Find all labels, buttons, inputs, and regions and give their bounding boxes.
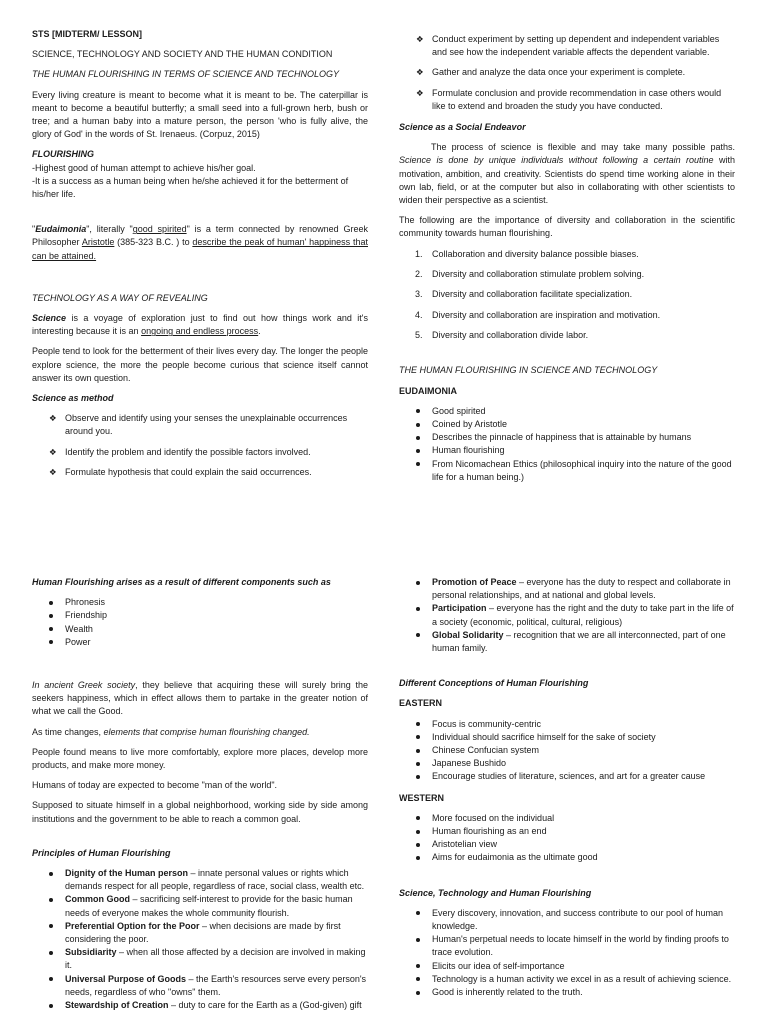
science-paragraph	[32, 312, 368, 338]
list-item: Phronesis	[32, 596, 368, 609]
social-endeavor-heading: Science as a Social Endeavor	[399, 122, 526, 133]
greek-text: , they believe that acquiring these will surely bring the seekers happiness, which in effect allows them to partake in the greater notion of what we call the Good.	[32, 680, 368, 717]
science-method-heading: Science as method	[32, 393, 114, 404]
principles-list	[32, 867, 368, 1012]
list-item: Chinese Confucian system	[399, 744, 735, 757]
people-paragraph: People tend to look for the betterment of their lives every day. The longer the people explore science, the more the people become curious that science itself cannot answer its own question.	[32, 346, 368, 383]
list-item: Human flourishing as an end	[399, 825, 735, 838]
page1-right-column	[399, 33, 735, 492]
peak-happiness-phrase: describe the peak of human' happiness that can be attained.	[32, 237, 368, 261]
importance-list	[399, 248, 735, 343]
list-item: ❖ Observe and identify using your senses the unexplainable occurrences around you.	[32, 412, 368, 438]
list-item: Japanese Bushido	[399, 757, 735, 770]
list-item: Wealth	[32, 623, 368, 636]
list-item: Preferential Option for the Poor – when decisions are made by first considering the poor.	[32, 920, 368, 946]
list-item: Common Good – sacrificing self-interest to provide for the basic human needs of everyone makes the whole community flourish.	[32, 893, 368, 919]
components-heading: Human Flourishing arises as a result of different components such as	[32, 577, 331, 587]
time-italic-text: elements that comprise human flourishing changed.	[103, 726, 310, 737]
technology-heading: TECHNOLOGY AS A WAY OF REVEALING	[32, 292, 208, 303]
list-item: 1. Collaboration and diversity balance possible biases.	[415, 248, 639, 259]
list-item: Global Solidarity – recognition that we are all interconnected, part of one human family.	[399, 629, 735, 655]
list-item: Participation – everyone has the right and the duty to take part in the life of a society (economic, political, cultural, religious)	[399, 602, 735, 628]
social-text: The process of science is flexible and may take many possible paths.	[431, 142, 735, 153]
eudaimonia-paragraph	[32, 223, 368, 263]
principles-heading: Principles of Human Flourishing	[32, 847, 171, 858]
list-item: Universal Purpose of Goods – the Earth's resources serve every person's needs, regardless of who "owns" them.	[32, 973, 368, 999]
list-item: Good is inherently related to the truth.	[399, 986, 735, 999]
humans-today-paragraph: Humans of today are expected to become "man of the world".	[32, 780, 278, 791]
eudaimonia-term: Eudaimonia	[35, 224, 87, 235]
list-item: Stewardship of Creation – duty to care for the Earth as a (God-given) gift	[32, 999, 368, 1012]
science-text: .	[258, 326, 261, 337]
list-item: 3. Diversity and collaboration facilitate specialization.	[415, 289, 633, 300]
eudaimonia-text: " is a term connected by renowned Greek Philosopher	[32, 224, 368, 248]
list-item: From Nicomachean Ethics (philosophical inquiry into the nature of the good life for a human being.)	[399, 458, 735, 484]
list-item: Aims for eudaimonia as the ultimate good	[399, 851, 735, 864]
conceptions-heading: Different Conceptions of Human Flourishing	[399, 678, 589, 689]
list-item: Every discovery, innovation, and success contribute to our pool of human knowledge.	[399, 907, 735, 933]
ongoing-process-phrase: ongoing and endless process	[141, 326, 259, 337]
list-item: Technology is a human activity we excel in as a result of achieving science.	[399, 973, 735, 986]
intro-paragraph: Every living creature is meant to become what it is meant to be. The caterpillar is meant to become a beautiful butterfly; a small seed into a full-grown herb, bush or tree; and a human baby into a mature person, the person 'who is fully alive, the glory of God' in the words of St. Irenaeus. (Corpuz, 2015)	[32, 89, 368, 140]
list-item: Human's perpetual needs to locate himself in the world by finding proofs to trace evolution.	[399, 933, 735, 959]
page2-right-column	[399, 576, 735, 1007]
time-changes-paragraph	[32, 726, 368, 739]
document-header: STS [MIDTERM/ LESSON]	[32, 29, 142, 39]
list-item: ❖ Formulate conclusion and provide recommendation in case others would like to extend and broaden the study you have conducted.	[399, 87, 735, 113]
science-term: Science	[32, 313, 67, 324]
list-item: Individual should sacrifice himself for the sake of society	[399, 731, 735, 744]
list-item: 4. Diversity and collaboration are inspiration and motivation.	[415, 309, 661, 320]
list-item: Human flourishing	[399, 444, 735, 457]
list-item: Elicits our idea of self-importance	[399, 960, 735, 973]
flourishing-line-1: -Highest good of human attempt to achieve his/her goal.	[32, 162, 256, 173]
human-flourishing-heading: THE HUMAN FLOURISHING IN SCIENCE AND TECHNOLOGY	[399, 365, 658, 376]
quote-mark: "	[32, 224, 36, 235]
list-item: Dignity of the Human person – innate personal values or rights which demands respect for all people, regardless of race, social class, wealth etc.	[32, 867, 368, 893]
social-text: with motivation, ambition, and creativity. Scientists do spend time working alone in their own lab, field, or at the computer but also in collaborating with other scientists to widen their perspective as a scientist.	[399, 155, 735, 206]
list-item: Subsidiarity – when all those affected by a decision are involved in making it.	[32, 946, 368, 972]
eastern-heading: EASTERN	[399, 698, 443, 709]
eudaimonia-heading: EUDAIMONIA	[399, 385, 457, 396]
western-list	[399, 812, 735, 865]
list-item: 2. Diversity and collaboration stimulate problem solving.	[415, 269, 645, 280]
page2-left-column	[32, 576, 368, 1020]
good-spirited-term: good spirited	[132, 224, 187, 235]
supposed-paragraph: Supposed to situate himself in a global neighborhood, working side by side among institutions and the government to be able to reach a common goal.	[32, 800, 368, 824]
components-list	[32, 596, 368, 649]
list-item: ❖ Conduct experiment by setting up dependent and independent variables and see how the independent variable affects the dependent variable.	[399, 33, 735, 59]
list-item: ❖ Gather and analyze the data once your experiment is complete.	[399, 66, 735, 79]
aristotle-term: Aristotle	[81, 237, 115, 248]
list-item: Encourage studies of literature, sciences, and art for a greater cause	[399, 770, 735, 783]
sthf-heading: Science, Technology and Human Flourishing	[399, 887, 592, 898]
eastern-list	[399, 718, 735, 784]
greek-italic-text: In ancient Greek society	[32, 680, 136, 691]
flourishing-block	[32, 148, 368, 201]
list-item: More focused on the individual	[399, 812, 735, 825]
eudaimonia-list	[399, 405, 735, 484]
list-item: Aristotelian view	[399, 838, 735, 851]
social-italic-text: Science is done by unique individuals without following a certain routine	[399, 155, 714, 166]
science-text: is a voyage of exploration just to find out how things work and it's interesting because it is an	[32, 313, 368, 337]
list-item: ❖ Identify the problem and identify the possible factors involved.	[32, 446, 368, 459]
science-method-list-cont	[399, 33, 735, 113]
time-text: As time changes,	[32, 726, 104, 737]
section-subtitle: THE HUMAN FLOURISHING IN TERMS OF SCIENCE AND TECHNOLOGY	[32, 69, 340, 80]
principles-list-cont	[399, 576, 735, 655]
social-endeavor-paragraph	[399, 141, 735, 207]
list-item: 5. Diversity and collaboration divide labor.	[415, 330, 589, 341]
importance-paragraph: The following are the importance of diversity and collaboration in the scientific community towards human flourishing.	[399, 215, 735, 239]
list-item: Good spirited	[399, 405, 735, 418]
list-item: Focus is community-centric	[399, 718, 735, 731]
people-found-paragraph: People found means to live more comfortably, explore more places, develop more products, and make more money.	[32, 746, 368, 771]
science-method-list	[32, 412, 368, 479]
section-title: SCIENCE, TECHNOLOGY AND SOCIETY AND THE HUMAN CONDITION	[32, 49, 333, 60]
list-item: Describes the pinnacle of happiness that is attainable by humans	[399, 431, 735, 444]
greek-society-paragraph	[32, 679, 368, 719]
list-item: Power	[32, 636, 368, 649]
eudaimonia-text: ", literally "	[86, 224, 133, 235]
list-item: Promotion of Peace – everyone has the duty to respect and collaborate in personal relationships, and at national and global levels.	[399, 576, 735, 602]
flourishing-heading: FLOURISHING	[32, 149, 94, 160]
list-item: Friendship	[32, 609, 368, 622]
page1-left-column	[32, 28, 368, 487]
list-item: ❖ Formulate hypothesis that could explain the said occurrences.	[32, 466, 368, 479]
flourishing-line-2: -It is a success as a human being when he/she achieved it for the betterment of his/her life.	[32, 175, 349, 200]
sthf-list	[399, 907, 735, 999]
eudaimonia-text: (385-323 B.C. ) to	[114, 237, 193, 248]
western-heading: WESTERN	[399, 792, 444, 803]
list-item: Coined by Aristotle	[399, 418, 735, 431]
